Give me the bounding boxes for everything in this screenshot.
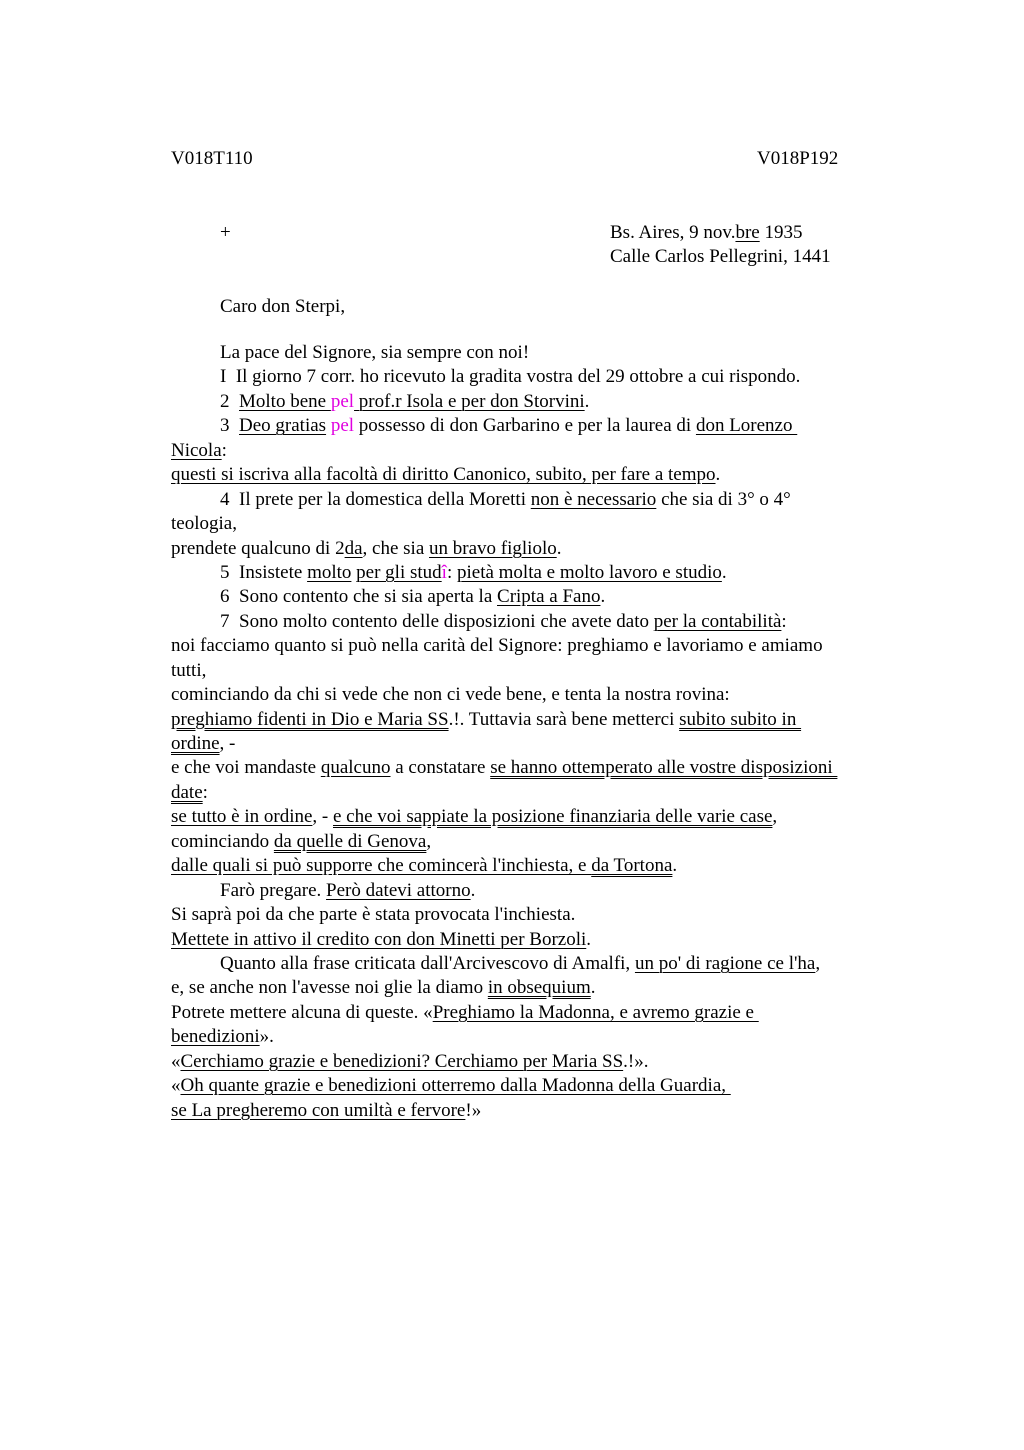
line-text: . (590, 977, 596, 999)
sender-address: Calle Carlos Pellegrini, 1441 (610, 246, 831, 267)
line-text: Farò pregare. (220, 879, 327, 901)
line-text: Si saprà poi da che parte è stata provocata l'inchiesta. (171, 904, 576, 926)
line-text: , - (312, 806, 333, 828)
letter-line (171, 683, 911, 707)
line-text: 2 (220, 390, 239, 412)
letter-line (171, 952, 911, 976)
letter-line (171, 414, 911, 438)
line-text: : (781, 610, 787, 632)
line-text: teologia, (171, 513, 237, 535)
underlined-text: per la contabilità (653, 610, 782, 632)
line-text: . (584, 390, 590, 412)
underlined-text: dalle quali si può supporre che comincerà l'inchiesta, e (171, 855, 592, 877)
letter-line (171, 805, 911, 829)
cross-symbol: + (220, 222, 231, 243)
letter-line (171, 610, 911, 634)
line-text: « (171, 1050, 181, 1072)
underlined-text: Molto bene (239, 390, 331, 412)
letter-line (171, 659, 911, 683)
line-text: !» (465, 1099, 482, 1121)
letter-line (171, 439, 911, 463)
date-post: 1935 (759, 222, 803, 243)
line-text: : (202, 781, 208, 803)
letter-line (171, 732, 911, 756)
underlined-text: ordine (171, 733, 220, 754)
letter-line (171, 1050, 911, 1074)
underlined-text: Oh quante grazie e benedizioni otterremo dalla Madonna della Guardia, (180, 1075, 731, 1097)
letter-line (171, 781, 911, 805)
letter-line (171, 854, 911, 878)
line-text: La pace del Signore, sia sempre con noi! (220, 342, 530, 363)
line-text: possesso di don Garbarino e per la laurea di (354, 415, 696, 437)
line-text: , che sia (362, 537, 430, 559)
salutation: Caro don Sterpi, (220, 296, 346, 317)
underlined-text: Mettete in attivo il credito con don Minetti per Borzoli (171, 928, 587, 950)
line-text: . (721, 561, 727, 583)
underlined-text: preghiamo fidenti in Dio e Maria SS (171, 708, 449, 730)
underlined-text: in obsequium (487, 977, 591, 999)
underlined-text: Cripta a Fano (497, 586, 601, 608)
line-text: che sia di 3° o 4° (656, 488, 791, 510)
underlined-text: Preghiamo la Madonna, e avremo grazie e (432, 1001, 759, 1023)
line-text: 5 Insistete (220, 561, 308, 583)
underlined-text: molto (307, 561, 352, 583)
letter-line (171, 708, 911, 732)
letter-line (171, 585, 911, 609)
underlined-text: un bravo figliolo (429, 537, 557, 559)
line-text: 6 Sono contento che si sia aperta la (220, 586, 498, 608)
underlined-text: Però datevi attorno (326, 879, 471, 901)
doc-code-right: V018P192 (757, 148, 839, 169)
letter-line (171, 1001, 911, 1025)
underlined-text: e che voi sappiate la posizione finanziaria delle varie case (333, 806, 773, 828)
line-text: , (772, 806, 778, 828)
underlined-text: Deo gratias (239, 415, 327, 437)
letter-line (171, 463, 911, 487)
line-text: , (815, 952, 821, 974)
letter-line (171, 1074, 911, 1098)
underlined-text: da Tortona (591, 855, 673, 877)
line-text: cominciando da chi si vede che non ci vede bene, e tenta la nostra rovina: (171, 684, 730, 706)
highlighted-text: pel (330, 390, 355, 412)
underlined-text: un po' di ragione ce l'ha (634, 952, 816, 974)
letter-line (171, 390, 911, 414)
underlined-text: prof.r Isola e per don Storvini (354, 390, 585, 412)
underlined-text: date (171, 781, 203, 803)
line-text: , (426, 830, 432, 852)
line-text: 3 (220, 415, 239, 437)
letter-line (171, 1099, 911, 1123)
letter-body (171, 341, 911, 1123)
line-text: : (446, 561, 457, 583)
line-text: . (715, 464, 721, 486)
line-text: 7 Sono molto contento delle disposizioni che avete dato (220, 610, 654, 632)
line-text: e, se anche non l'avesse noi glie la diamo (171, 977, 488, 999)
letter-line (171, 830, 911, 854)
letter-line (171, 756, 911, 780)
line-text: , - (219, 733, 236, 754)
underlined-text: don Lorenzo (695, 415, 798, 437)
underlined-text: da quelle di Genova (273, 830, 427, 852)
line-text: Quanto alla frase criticata dall'Arcivescovo di Amalfi, (220, 952, 635, 974)
line-text: : (221, 439, 227, 461)
underlined-text: non è necessario (530, 488, 657, 510)
line-text: ». (259, 1026, 274, 1048)
underlined-text: benedizioni (171, 1026, 260, 1048)
letter-line (171, 634, 911, 658)
line-text: .!. Tuttavia sarà bene metterci (448, 708, 680, 730)
underlined-text: da (344, 537, 363, 559)
line-text: . (470, 879, 476, 901)
underlined-text: qualcuno (320, 757, 391, 779)
highlighted-text: pel (330, 415, 355, 437)
doc-code-left: V018T110 (171, 148, 253, 169)
line-text: e che voi mandaste (171, 757, 321, 779)
letter-line (171, 1025, 911, 1049)
line-text: prendete qualcuno di 2 (171, 537, 345, 559)
highlighted-text: î (441, 561, 447, 583)
line-text: I Il giorno 7 corr. ho ricevuto la gradita vostra del 29 ottobre a cui rispondo. (220, 366, 801, 388)
letter-line (171, 976, 911, 1000)
underlined-text: questi si iscriva alla facoltà di diritto Canonico, subito, per fare a tempo (171, 464, 716, 486)
line-text: .!». (623, 1050, 649, 1072)
letter-line (171, 928, 911, 952)
underlined-text: pietà molta e molto lavoro e studio (456, 561, 722, 583)
line-text: noi facciamo quanto si può nella carità del Signore: preghiamo e lavoriamo e amiamo (171, 635, 823, 657)
letter-line (171, 365, 911, 389)
letter-line (171, 879, 911, 903)
date-superscript: bre (735, 222, 760, 243)
letter-date (610, 221, 802, 245)
letter-line (171, 488, 911, 512)
underlined-text: Cerchiamo grazie e benedizioni? Cerchiamo per Maria SS (180, 1050, 624, 1072)
letter-line (171, 561, 911, 585)
underlined-text: subito subito in (679, 708, 802, 730)
line-text: « (171, 1075, 181, 1097)
underlined-text: se hanno ottemperato alle vostre disposizioni (490, 757, 838, 779)
line-text: 4 Il prete per la domestica della Moretti (220, 488, 531, 510)
letter-line (171, 512, 911, 536)
underlined-text: Nicola (171, 439, 222, 461)
line-text: . (556, 537, 562, 559)
letter-line (171, 341, 911, 365)
line-text: Potrete mettere alcuna di queste. « (171, 1001, 433, 1023)
underlined-text: se La pregheremo con umiltà e fervore (171, 1099, 466, 1121)
line-text: . (600, 586, 606, 608)
line-text: . (672, 855, 678, 877)
line-text: a constatare (390, 757, 491, 779)
underlined-text: se tutto è in ordine (171, 806, 313, 828)
line-text: . (586, 928, 592, 950)
line-text: cominciando (171, 830, 274, 852)
letter-line (171, 537, 911, 561)
line-text: tutti, (171, 659, 207, 681)
underlined-text: per gli stud (356, 561, 442, 583)
letter-line (171, 903, 911, 927)
date-pre: Bs. Aires, 9 nov. (610, 222, 736, 243)
